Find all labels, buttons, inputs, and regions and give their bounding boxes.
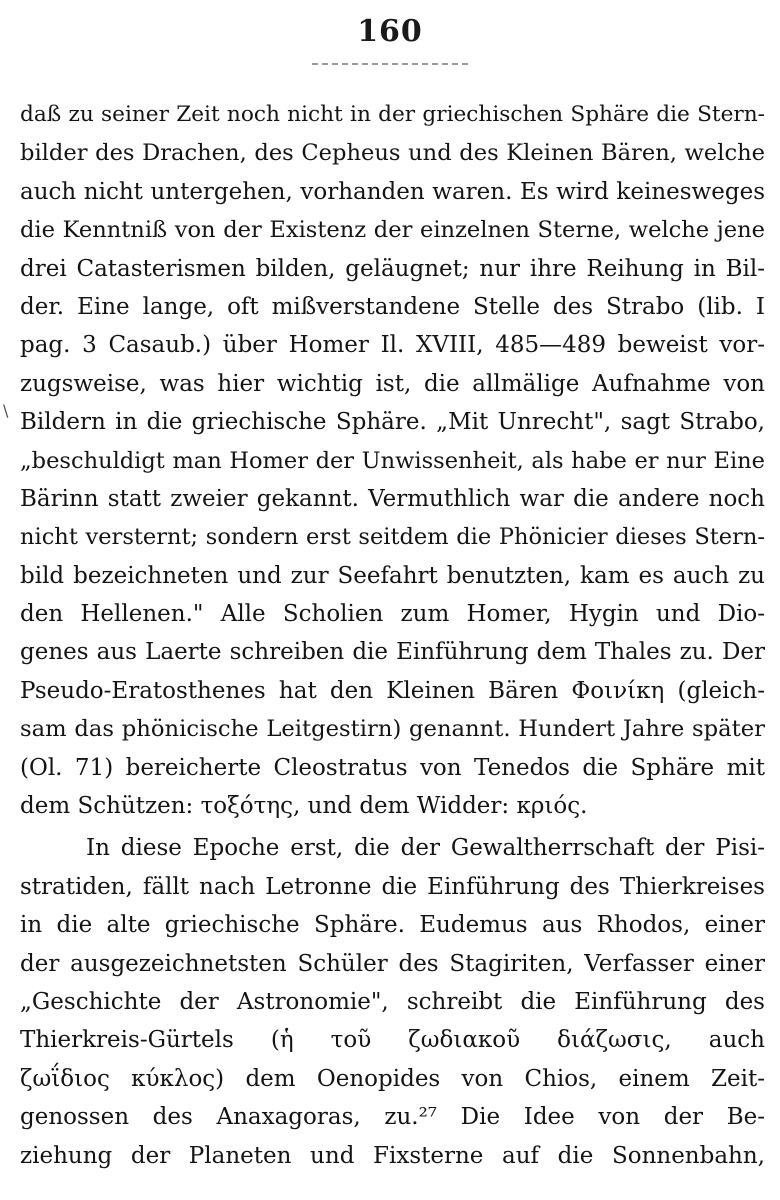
text-line: genossen des Anaxagoras, zu.²⁷ Die Idee von der Be-	[20, 1104, 765, 1131]
text-line: Bildern in die griechische Sphäre. „Mit Unrecht", sagt Strabo,	[20, 409, 765, 436]
text-line: den Hellenen." Alle Scholien zum Homer, Hygin und Dio-	[20, 601, 765, 628]
text-line: ζωΐδιος κύκλος) dem Oenopides von Chios, einem Zeit-	[20, 1065, 765, 1092]
text-line: bild bezeichneten und zur Seefahrt benutzten, kam es auch zu	[20, 562, 765, 589]
text-line: stratiden, fällt nach Letronne die Einführung des Thierkreises	[20, 873, 765, 900]
text-line: der. Eine lange, oft mißverstandene Stelle des Strabo (lib. I	[20, 293, 765, 320]
header-rule	[312, 63, 468, 65]
text-line: Pseudo-Eratosthenes hat den Kleinen Bären Φοινίκη (gleich-	[20, 677, 765, 704]
text-line: der ausgezeichnetsten Schüler des Stagiriten, Verfasser einer	[20, 950, 765, 977]
text-line: (Ol. 71) bereicherte Cleostratus von Tenedos die Sphäre mit	[20, 754, 765, 781]
margin-mark: \	[3, 401, 9, 420]
text-line: Thierkreis-Gürtels (ἡ τοῦ ζωδιακοῦ διάζωσις, auch	[20, 1027, 765, 1054]
text-line: In diese Epoche erst, die der Gewaltherrschaft der Pisi-	[86, 835, 765, 862]
body-text	[20, 96, 765, 1175]
text-line: in die alte griechische Sphäre. Eudemus aus Rhodos, einer	[20, 912, 765, 939]
text-line: nicht versternt; sondern erst seitdem die Phönicier dieses Stern-	[20, 524, 765, 551]
text-line: pag. 3 Casaub.) über Homer Il. XVIII, 485—489 beweist vor-	[20, 332, 765, 359]
text-line: die Kenntniß von der Existenz der einzelnen Sterne, welche jene	[20, 217, 765, 244]
text-line: „Geschichte der Astronomie", schreibt die Einführung des	[20, 988, 765, 1015]
text-line: zugsweise, was hier wichtig ist, die allmälige Aufnahme von	[20, 370, 765, 397]
text-line: genes aus Laerte schreiben die Einführung dem Thales zu. Der	[20, 639, 765, 666]
text-line: Bärinn statt zweier gekannt. Vermuthlich war die andere noch	[20, 485, 765, 512]
text-line: bilder des Drachen, des Cepheus und des Kleinen Bären, welche	[20, 140, 765, 167]
text-line: drei Catasterismen bilden, geläugnet; nur ihre Reihung in Bil-	[20, 255, 765, 282]
text-line: ziehung der Planeten und Fixsterne auf die Sonnenbahn,	[20, 1142, 765, 1169]
text-line: auch nicht untergehen, vorhanden waren. Es wird keinesweges	[20, 178, 765, 205]
text-line: sam das phönicische Leitgestirn) genannt. Hundert Jahre später	[20, 716, 765, 743]
text-line: dem Schützen: τοξότης, und dem Widder: κριός.	[20, 793, 588, 820]
text-line: daß zu seiner Zeit noch nicht in der griechischen Sphäre die Stern-	[20, 102, 765, 127]
page-number: 160	[357, 14, 423, 49]
text-line: „beschuldigt man Homer der Unwissenheit, als habe er nur Eine	[20, 447, 765, 474]
